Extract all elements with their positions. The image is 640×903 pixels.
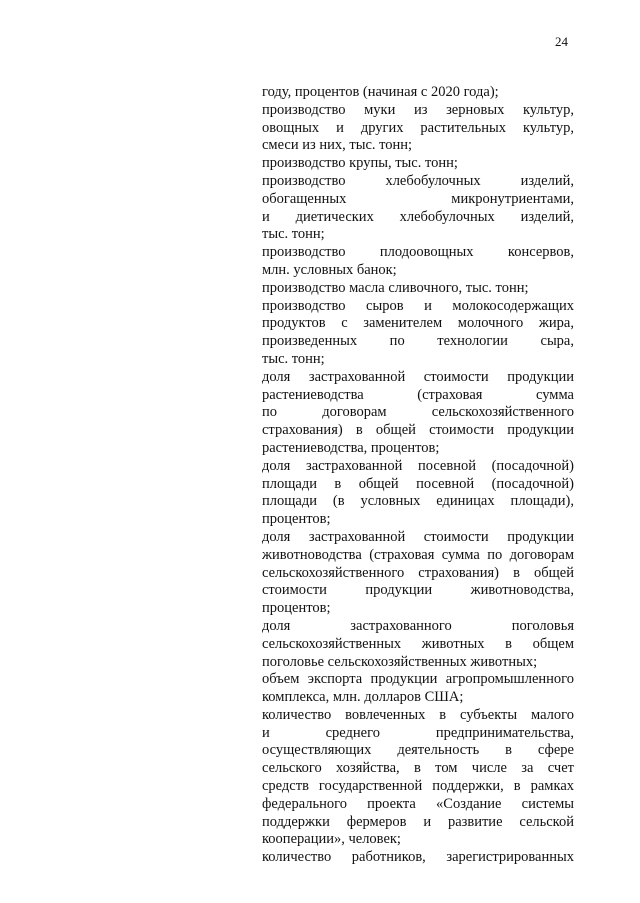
text-line: доля застрахованного поголовья bbox=[262, 617, 574, 634]
text-line: животноводства (страховая сумма по договорам bbox=[262, 546, 574, 563]
text-line: комплекса, млн. долларов США; bbox=[262, 689, 464, 706]
text-line: и среднего предпринимательства, bbox=[262, 724, 574, 741]
text-line: средств государственной поддержки, в рамках bbox=[262, 778, 574, 795]
text-line: количество вовлеченных в субъекты малого bbox=[262, 706, 574, 723]
text-line: страхования) в общей стоимости продукции bbox=[262, 422, 574, 439]
text-line: осуществляющих деятельность в сфере bbox=[262, 742, 574, 759]
text-line: продуктов с заменителем молочного жира, bbox=[262, 315, 574, 332]
text-line: растениеводства (страховая сумма bbox=[262, 386, 574, 403]
text-line: количество работников, зарегистрированных bbox=[262, 849, 574, 866]
text-line: сельскохозяйственного страхования) в общей bbox=[262, 564, 574, 581]
text-line: поддержки фермеров и развитие сельской bbox=[262, 813, 574, 830]
text-line: доля застрахованной стоимости продукции bbox=[262, 528, 574, 545]
text-line: производство муки из зерновых культур, bbox=[262, 101, 574, 118]
text-line: смеси из них, тыс. тонн; bbox=[262, 137, 413, 154]
page-number: 24 bbox=[555, 34, 568, 49]
text-line: млн. условных банок; bbox=[262, 261, 397, 278]
text-line: тыс. тонн; bbox=[262, 350, 325, 367]
text-line: производство хлебобулочных изделий, bbox=[262, 172, 574, 189]
text-line: площади (в условных единицах площади), bbox=[262, 493, 574, 510]
text-line: году, процентов (начиная с 2020 года); bbox=[262, 84, 499, 100]
text-line: объем экспорта продукции агропромышленного bbox=[262, 671, 574, 688]
text-line: федерального проекта «Создание системы bbox=[262, 795, 574, 812]
text-line: овощных и других растительных культур, bbox=[262, 119, 574, 136]
text-line: производство масла сливочного, тыс. тонн; bbox=[262, 279, 529, 296]
text-line: стоимости продукции животноводства, bbox=[262, 582, 574, 599]
text-line: процентов; bbox=[262, 600, 331, 617]
text-line: производство сыров и молокосодержащих bbox=[262, 297, 574, 314]
text-line: площади в общей посевной (посадочной) bbox=[262, 475, 574, 492]
text-line: доля застрахованной стоимости продукции bbox=[262, 368, 574, 385]
text-line: поголовье сельскохозяйственных животных; bbox=[262, 653, 538, 670]
text-line: производство крупы, тыс. тонн; bbox=[262, 155, 458, 172]
text-line: сельского хозяйства, в том числе за счет bbox=[262, 760, 574, 777]
text-line: сельскохозяйственных животных в общем bbox=[262, 635, 574, 652]
text-line: тыс. тонн; bbox=[262, 226, 325, 243]
text-line: производство плодоовощных консервов, bbox=[262, 244, 574, 261]
text-line: произведенных по технологии сыра, bbox=[262, 333, 574, 350]
text-line: и диетических хлебобулочных изделий, bbox=[262, 208, 574, 225]
text-line: доля застрахованной посевной (посадочной) bbox=[262, 457, 574, 474]
text-line: по договорам сельскохозяйственного bbox=[262, 404, 574, 421]
text-line: процентов; bbox=[262, 511, 331, 528]
document-text-column bbox=[262, 84, 574, 867]
text-line: растениеводства, процентов; bbox=[262, 439, 440, 456]
text-line: обогащенных микронутриентами, bbox=[262, 190, 574, 207]
text-line: кооперации», человек; bbox=[262, 831, 401, 848]
